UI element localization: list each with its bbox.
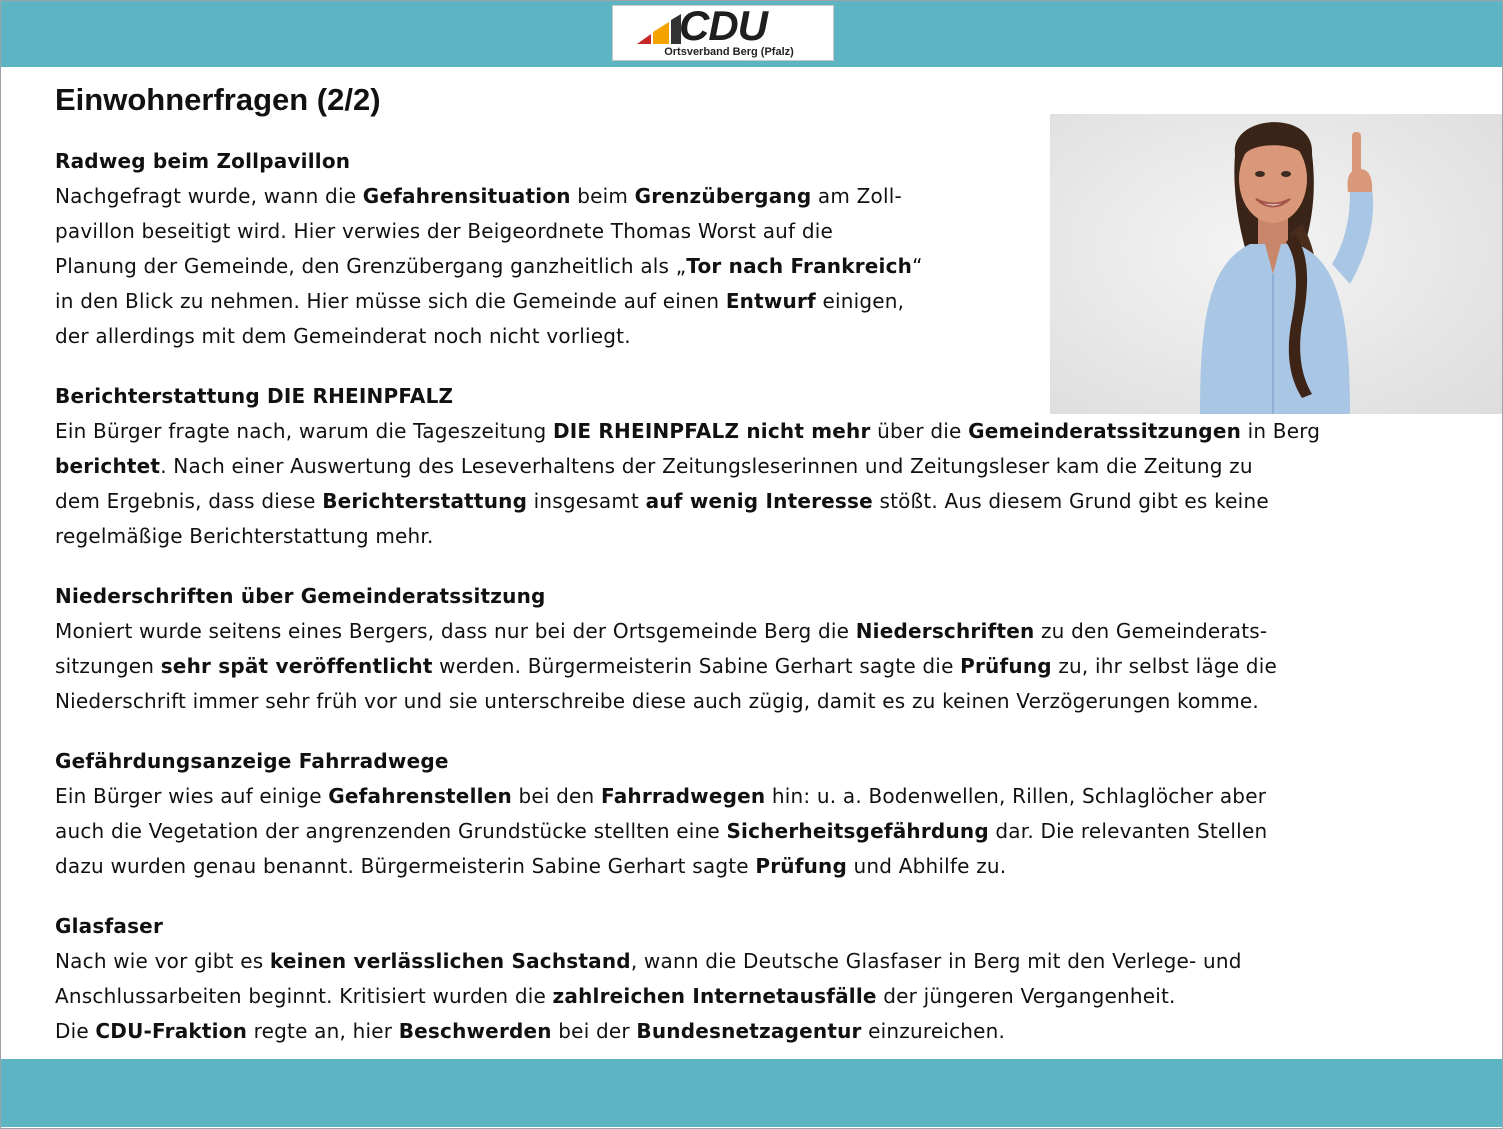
page-title: Einwohnerfragen (2/2) xyxy=(55,82,381,117)
woman-raising-finger-photo xyxy=(1050,114,1502,414)
section-text: Ein Bürger wies auf einige Gefahrenstellen bei den Fahrradwegen hin: u. a. Bodenwellen, Rillen, Schlaglöcher aber auch die Vegetation der angrenzenden Grundstücke stellten eine Sicherheitsgefährdung dar. Die relevanten Stellen dazu wurden genau benannt. Bürgermeisterin Sabine Gerhart sagte Prüfung und Abhilfe zu. xyxy=(55,784,1268,878)
section-heading: Gefährdungsanzeige Fahrradwege xyxy=(55,749,449,773)
emphasis: keinen verlässlichen Sachstand xyxy=(269,949,631,973)
section-heading: Glasfaser xyxy=(55,914,164,938)
emphasis: Berichterstattung xyxy=(322,489,528,513)
emphasis: berichtet xyxy=(55,454,161,478)
section-text: Moniert wurde seitens eines Bergers, dass nur bei der Ortsgemeinde Berg die Niederschriften zu den Gemeinderats- sitzungen sehr spät veröffentlicht werden. Bürgermeisterin Sabine Gerhart sagte die Prüfung zu, ihr selbst läge die Niederschrift immer sehr früh vor und sie unterschreibe diese auch zügig, damit es zu keinen Verzögerungen komme. xyxy=(55,619,1277,713)
section-text: Nachgefragt wurde, wann die Gefahrensituation beim Grenzübergang am Zoll- pavillon beseitigt wird. Hier verwies der Beigeordnete Thomas Worst auf die Planung der Gemeinde, den Grenzübergang ganzheitlich als „Tor nach Frankreich“ in den Blick zu nehmen. Hier müsse sich die Gemeinde auf einen Entwurf einigen, der allerdings mit dem Gemeinderat noch nicht vorliegt. xyxy=(55,184,923,348)
emphasis: Prüfung xyxy=(755,854,847,878)
emphasis: Bundesnetzagentur xyxy=(636,1019,862,1043)
section-heading: Niederschriften über Gemeinderatssitzung xyxy=(55,584,546,608)
cdu-logo xyxy=(612,2,834,61)
section-berichterstattung xyxy=(55,379,1475,554)
emphasis: Fahrradwegen xyxy=(601,784,766,808)
logo-subtitle: Ortsverband Berg (Pfalz) xyxy=(664,46,794,58)
logo-word: CDU xyxy=(679,2,767,49)
emphasis: DIE RHEINPFALZ nicht mehr xyxy=(552,419,871,443)
emphasis: Gefahrensituation xyxy=(362,184,571,208)
section-heading: Radweg beim Zollpavillon xyxy=(55,149,351,173)
section-text: Nach wie vor gibt es keinen verlässlichen Sachstand, wann die Deutsche Glasfaser in Berg mit den Verlege- und Anschlussarbeiten beginnt. Kritisiert wurden die zahlreichen Internetausfälle der jüngeren Vergangenheit. Die CDU-Fraktion regte an, hier Beschwerden bei der Bundesnetzagentur einzureichen. xyxy=(55,949,1242,1043)
section-fahrradwege xyxy=(55,744,1475,884)
emphasis: Entwurf xyxy=(725,289,816,313)
bottom-bar xyxy=(1,1059,1502,1127)
emphasis: sehr spät veröffentlicht xyxy=(160,654,433,678)
emphasis: Tor nach Frankreich xyxy=(686,254,913,278)
section-radweg xyxy=(55,144,1040,354)
emphasis: Prüfung xyxy=(960,654,1052,678)
section-glasfaser xyxy=(55,909,1475,1049)
emphasis: Grenzübergang xyxy=(634,184,812,208)
emphasis: CDU-Fraktion xyxy=(95,1019,248,1043)
emphasis: Niederschriften xyxy=(855,619,1035,643)
emphasis: Sicherheitsgefährdung xyxy=(726,819,989,843)
section-heading: Berichterstattung DIE RHEINPFALZ xyxy=(55,384,454,408)
emphasis: Gefahrenstellen xyxy=(328,784,512,808)
emphasis: Beschwerden xyxy=(398,1019,552,1043)
emphasis: auf wenig Interesse xyxy=(645,489,873,513)
section-text: Ein Bürger fragte nach, warum die Tageszeitung DIE RHEINPFALZ nicht mehr über die Gemeinderatssitzungen in Berg berichtet. Nach einer Auswertung des Leseverhaltens der Zeitungsleserinnen und Zeitungsleser kam die Zeitung zu dem Ergebnis, dass diese Berichterstattung insgesamt auf wenig Interesse stößt. Aus diesem Grund gibt es keine regelmäßige Berichterstattung mehr. xyxy=(55,419,1321,548)
emphasis: Gemeinderatssitzungen xyxy=(968,419,1242,443)
emphasis: zahlreichen Internetausfälle xyxy=(552,984,877,1008)
section-niederschriften xyxy=(55,579,1475,719)
